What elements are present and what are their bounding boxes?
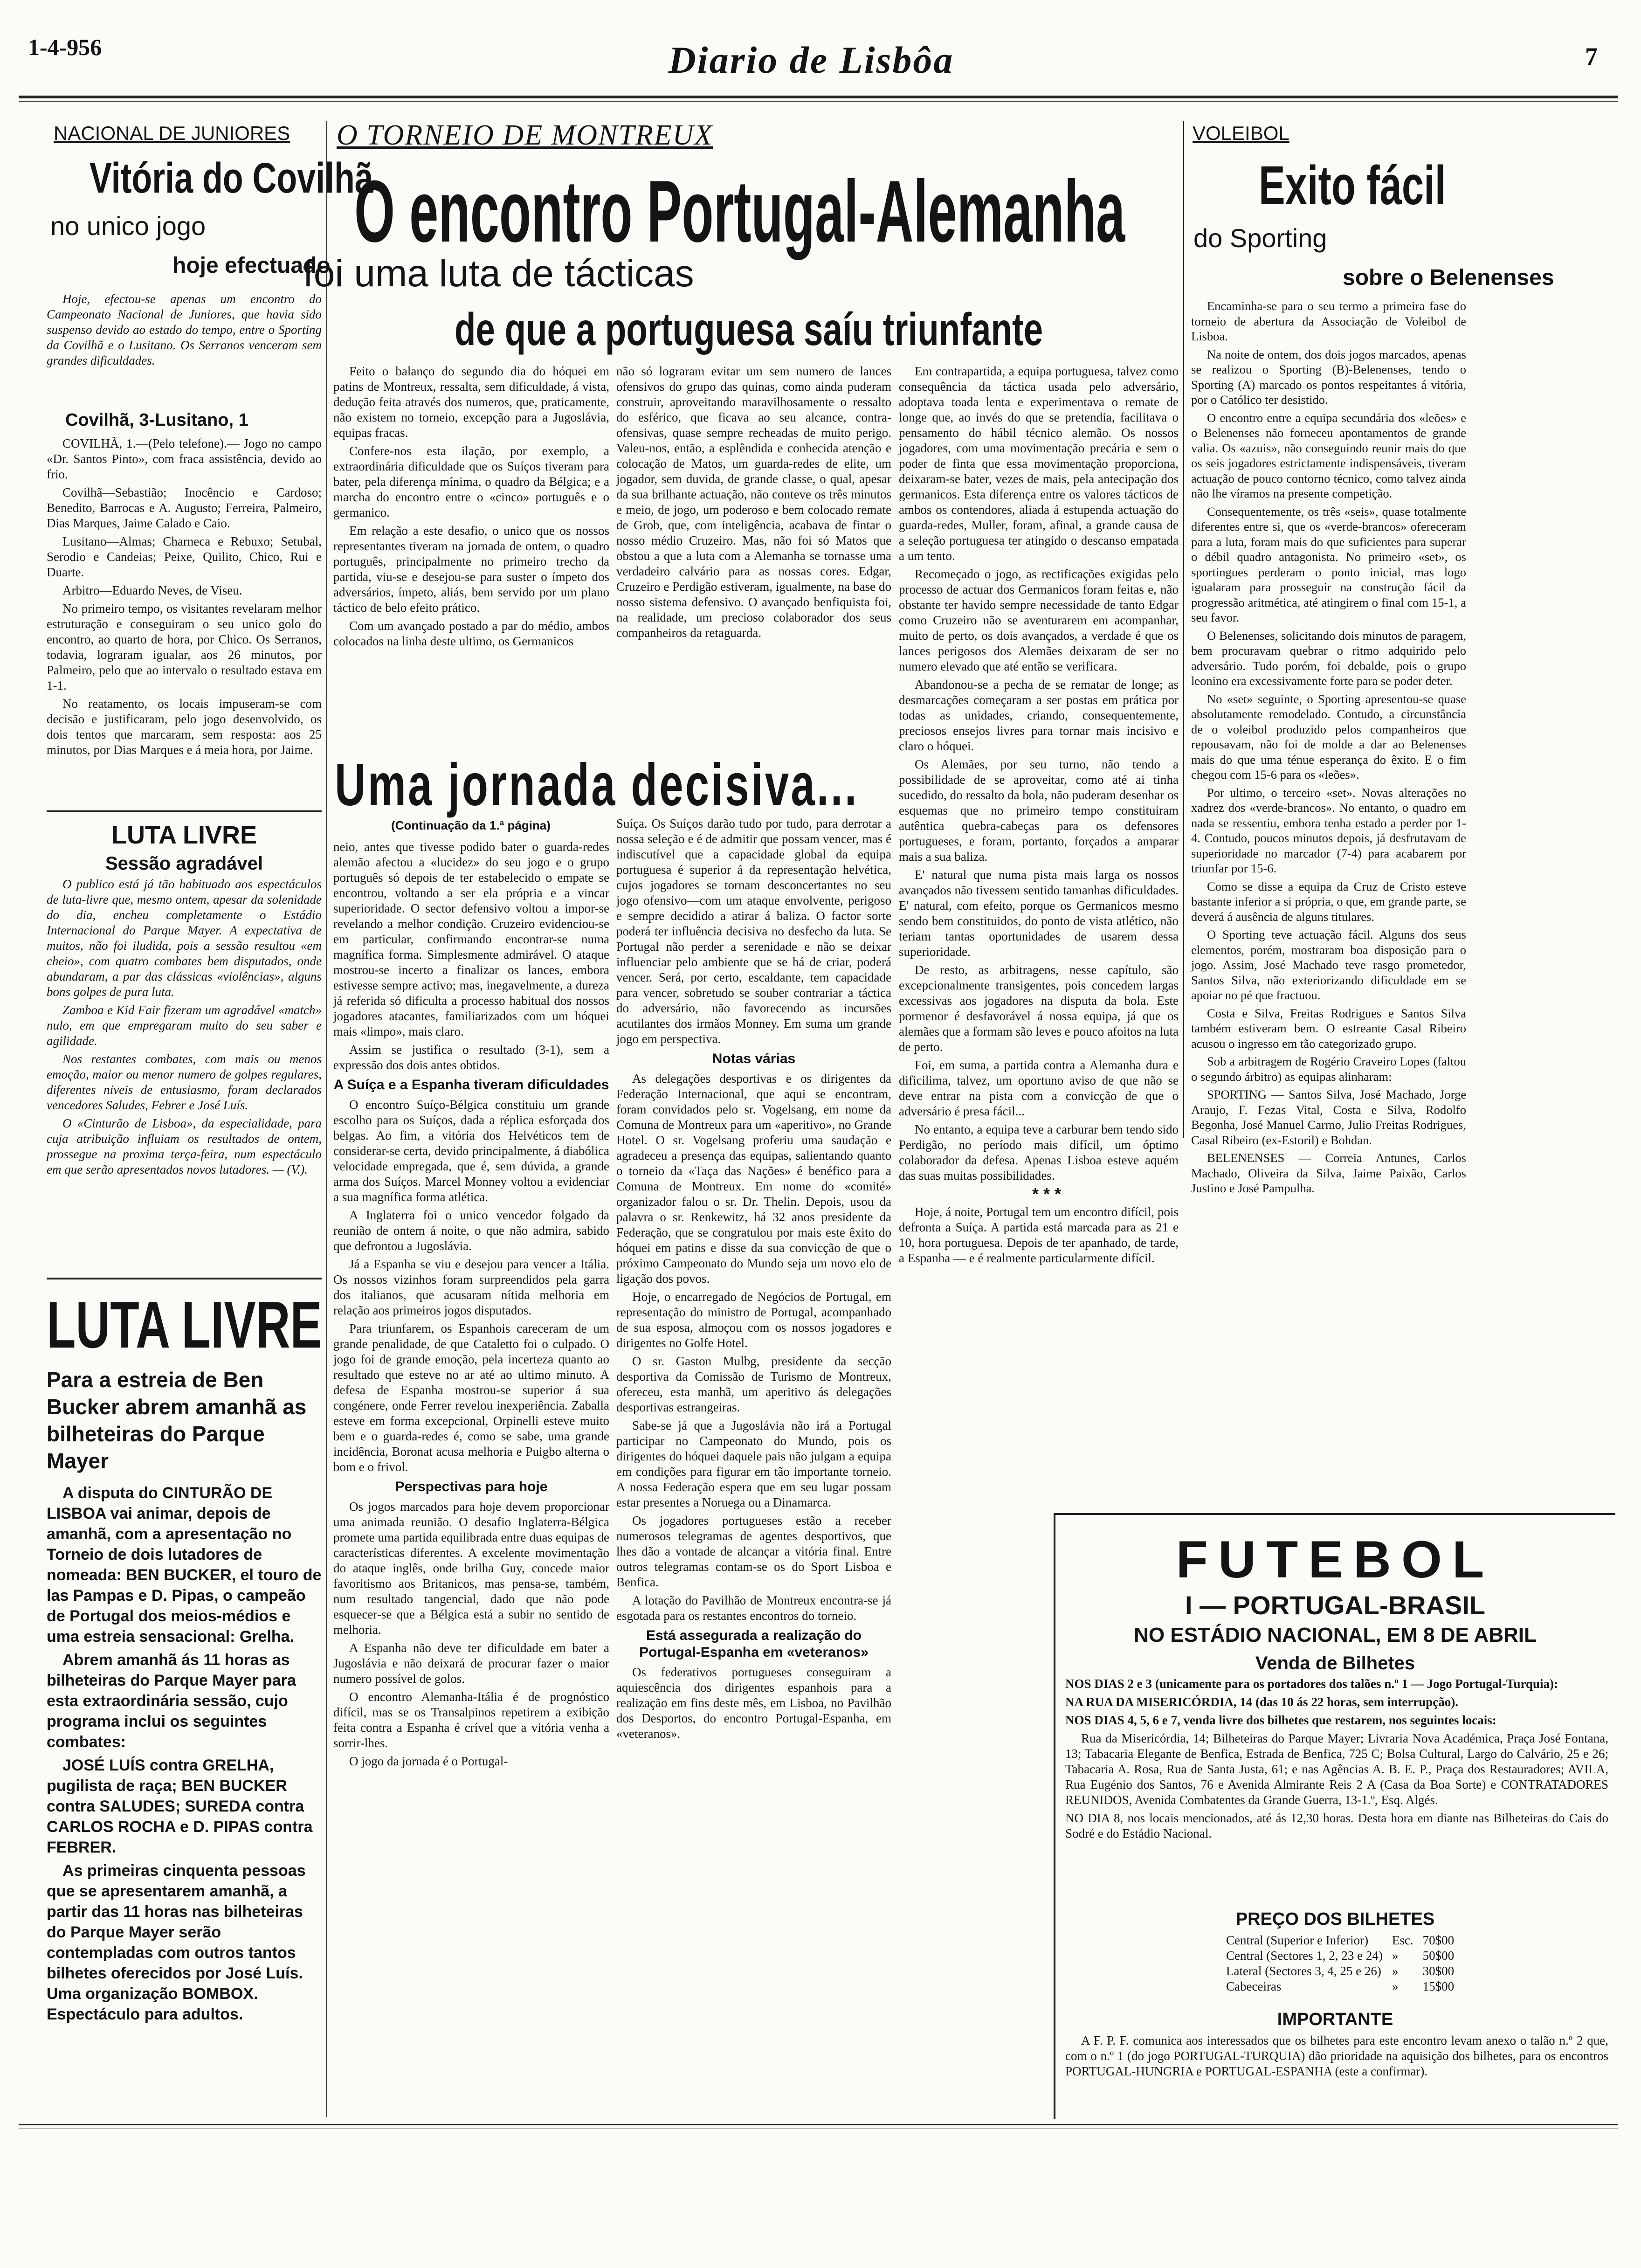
montreux-kicker: O TORNEIO DE MONTREUX	[337, 119, 713, 151]
montreux-subheadline: foi uma luta de tácticas	[303, 252, 694, 295]
futebol-sales-info: NOS DIAS 2 e 3 (unicamente para os portadores dos talões n.º 1 — Jogo Portugal-Turquia): NA RUA DA MISERICÓRDIA, 14 (das 10 ás 22 horas, sem interrupção). NOS DIAS 4, 5, 6 e 7, venda livre dos bilhetes que restarem, nos seguintes locais: Rua da Misericórdia, 14; Bilheteiras do Parque Mayer; Livraria Nova Académica, Praça José Fontana, 13; Tabacaria Elegante de Benfica, Estrada de Benfica, 725 C; Bolsa Cultural, Largo do Calvário, 25 e 26; Tabacaria A. Rosa, Rua de Santa Justa, 61; e nas Agências A. B. E. P., Praça dos Restauradores; AVILA, Rua Eugénio dos Santos, 76 e Avenida Almirante Reis 2 A (Casa da Boa Sorte) e CONTRATADORES REUNIDOS, Avenida Combatentes da Grande Guerra, 13-1.º, Esq. Algés. NO DIA 8, nos locais mencionados, até ás 12,30 horas. Desta hora em diante nas Bilheteiras do Cais do Sodré e do Estádio Nacional.	[1065, 1677, 1608, 1840]
ticket-price-cur: Esc.	[1392, 1933, 1413, 1947]
ticket-price-row	[1221, 1948, 1459, 1964]
covilha-headline: Vitória do Covilhã	[90, 154, 373, 202]
futebol-venue: NO ESTÁDIO NACIONAL, EM 8 DE ABRIL	[1134, 1624, 1537, 1646]
ticket-prices-table	[1221, 1933, 1459, 1994]
notas-varias-subhead: Notas várias	[712, 1051, 796, 1066]
juniores-section-label: NACIONAL DE JUNIORES	[54, 122, 290, 144]
luta-livre-subtitle: Sessão agradável	[105, 853, 263, 874]
ticket-price-label: Central (Superior e Inferior)	[1226, 1933, 1369, 1947]
ticket-price-val: 70$00	[1422, 1933, 1455, 1947]
column-divider-left-2	[47, 1278, 322, 1279]
importante-notice: A F. P. F. comunica aos interessados que os bilhetes para este encontro levam anexo o talão n.º 2 que, com o n.º 1 (do jogo PORTUGAL-TURQUIA) dão prioridade na aquisição dos bilhetes, para os encontros PORTUGAL-HUNGRIA e PORTUGAL-ESPANHA (este a confirmar).	[1065, 2033, 1608, 2078]
ticket-price-cur: »	[1392, 1949, 1399, 1963]
covilha-subhead: no unico jogo	[50, 211, 206, 241]
voleibol-report: Encaminha-se para o seu termo a primeira fase do torneio de abertura da Associação de Voleibol de Lisboa. Na noite de ontem, dos dois jogos marcados, apenas se realizou o Sporting (B)-Belenenses, tendo o Sporting (A) marcado os pontos respeitantes á vitória, por o Católico ter desistido. O encontro entre a equipa secundária dos «leões» e o Belenenses não forneceu apontamentos de grande valia. Os «azuis», não conseguindo reunir mais do que os seis jogadores estrictamente indispensáveis, tiveram actuação de pouco contorno técnico, como talvez ainda não lhe víramos na presente competição. Consequentemente, os três «seis», quase totalmente diferentes entre si, que os «verde-brancos» ofereceram para a luta, foram mais do que suficientes para superar o débil quadro antagonista. No primeiro «set», os sportingues perderam o ponto inicial, mas logo igualaram para prosseguir na construção fácil da progressão aritmética, até atingirem o final com 15-1, a seu favor. O Belenenses, solicitando dois minutos de paragem, bem procuravam quebrar o ritmo adquirido pelo adversário. Tudo porém, foi debalde, pois o grupo leonino era excessivamente forte para se poder deter. No «set» seguinte, o Sporting apresentou-se quase absolutamente remodelado. Contudo, a circunstância de o voleibol produzido pelos companheiros que repousavam, não foi de molde a dar ao Belenenses mais do que uma ténue esperança do êxito. E o fim chegou com 15-6 para os «leões». Por ultimo, o terceiro «set». Novas alterações no xadrez dos «verde-brancos». No entanto, o quadro em nada se ressentiu, embora tenha estado a perder por 1-4. Contudo, poucos minutos depois, já desfrutavam de superioridade no marcador (7-4) para acabarem por triunfar por 15-6. Como se disse a equipa da Cruz de Cristo esteve bastante inferior a si própria, o que, em grande parte, se deverá á ausência de alguns titulares. O Sporting teve actuação fácil. Alguns dos seus elementos, porém, mostraram boa disposição para o jogo. Assim, José Machado teve rasgo prometedor, Santos Silva, não exteriorizando dificuldade em se apoiar no pé que fractuou. Costa e Silva, Freitas Rodrigues e Santos Silva também estiveram bem. O estreante Casal Ribeiro acusou o ingresso em tão categorizado grupo. Sob a arbitragem de Rogério Craveiro Lopes (faltou o segundo árbitro) as equipas alinharam: SPORTING — Santos Silva, José Machado, Jorge Araujo, F. Fezas Vital, Costa e Silva, Rodolfo Begonha, José Manuel Carmo, Julio Freitas Rodrigues, Casal Ribeiro (ex-Estoril) e Bohdan. BELENENSES — Correia Antunes, Carlos Machado, Oliveira da Silva, Jaime Paixão, Carlos Justino e José Pampulha.	[1191, 299, 1466, 1195]
montreux-col-c: Em contrapartida, a equipa portuguesa, talvez como consequência da táctica usada pelo adversário, adoptava toada lenta e experimentava o remate de longe que, ao invés do que se pretendia, facilitava o pensamento do hábil técnico alemão. Os nossos jogadores, com uma movimentação precária e sem o poder de finta que essa movimentação proporciona, deixaram-se bater, vezes de mais, pela antecipação dos germanicos. Esta diferença entre os valores tácticos de ambos os contendores, aliada á estupenda actuação do guarda-redes, Muller, foram, afinal, a grande causa de a seleção portuguesa ter atingido o descanso empatada a um tento. Recomeçado o jogo, as rectificações exigidas pelo processo de actuar dos Germanicos foram feitas e, não obstante ter havido sempre necessidade de tanto Edgar como Cruzeiro não se aventurarem em acompanhar, muito de perto, os dois avançados, a verdade é que os lances perigosos dos Alemães deixaram de ser no numero elevado que até então se verificara. Abandonou-se a pecha de se rematar de longe; as desmarcações começaram a ser postas em prática por todas as unidades, criando, consequentemente, preciosos ensejos livres para tornar mais incisivo e claro o hóquei. Os Alemães, por seu turno, não tendo a possibilidade de se aproveitar, como até ai tinha sucedido, do ressalto da bola, não puderam desenhar os esquemas que no primeiro tempo constituiram autêntica quebra-cabeças para os defensores portugueses, e foram, portanto, forçados a amparar mais a sua baliza. E' natural que numa pista mais larga os nossos avançados não tivessem sentido tamanhas dificuldades. E' natural, com efeito, porque os Germanicos mesmo sendo bem constituidos, do ponto de vista atlético, não teriam tantas oportunidades de usarem dessa superioridade. De resto, as arbitragens, nesse capítulo, são excepcionalmente transigentes, pois concedem largas excessivas aos jogadores na disputa da bola. Este pormenor é desfavorável á nossa equipa, já que os alemães que a formam são leves e pouco afoitos na luta de perto. Foi, em suma, a partida contra a Alemanha dura e dificilima, talvez, um oportuno aviso de que não se deve entrar na pista com a convicção de que o adversário é presa fácil... No entanto, a equipa teve a carburar bem tendo sido Perdigão, no período mais difícil, um óptimo colaborador da defesa. Apenas Lisboa esteve aquém das suas muitas possibilidades. * * * Hoje, á noite, Portugal tem um encontro difícil, pois defronta a Suíça. A partida está marcada para as 21 e 10, hora portuguesa. Depois de ter apanhado, de tarde, a Espanha — e é realmente particularmente difícil.	[899, 364, 1179, 1265]
voleibol-subhead-2: sobre o Belenenses	[1343, 265, 1554, 290]
ticket-price-cur: »	[1392, 1979, 1399, 1993]
page-bottom-rule	[19, 2124, 1618, 2125]
montreux-col-b: não só lograram evitar um sem numero de lances ofensivos do grupo das quinas, como ainda puderam construir, aproveitando maravilhosamente o ressalto do esférico, que ficava ao seu alcance, contra-ofensivas, quase sempre recheadas de muito perigo. Valeu-nos, então, a esplêndida e conhecida atenção e colocação de Matos, um guarda-redes de elite, um jogador, sem duvida, de grande classe, o qual, apesar da sua brilhante actuação, não conteve os três minutos e meio, de jogo, um poderoso e bem colocado remate de Grob, que, com inteligência, acabava de fintar o nosso médio Cruzeiro. Mas, não foi só Matos que obstou a que a luta com a Alemanha se tornasse uma verdadeiro calvário para as nossas cores. Edgar, Cruzeiro e Perdigão estiveram, igualmente, na base do nosso sistema defensivo. O avançado benfiquista foi, na realidade, um precioso colaborador dos seus companheiros da retaguarda.	[616, 364, 891, 640]
ticket-price-val: 50$00	[1422, 1949, 1455, 1963]
luta-livre-title: LUTA LIVRE	[111, 821, 257, 849]
jornada-col-a: neio, antes que tivesse podido bater o guarda-redes alemão afectou a «lucidez» do seu jogo e o grupo português só depois de ter estabelecido o empate se encontrou, voltando a ser ela própria e a vincar superioridade. O sector defensivo voltou a impor-se revelando a melhor condição. Cruzeiro evidenciou-se em particular, confirmando encontrar-se numa magnífica forma. Simplesmente admirável. O ataque mostrou-se incerto a finalizar os lances, embora estivesse sempre activo; mas, inegavelmente, a dureza já referida só dificulta a processo habitual dos nossos jogadores atacantes, familiarizados com um hóquei mais «limpo», mais claro. Assim se justifica o resultado (3-1), sem a expressão dos dois antes obtidos. A Suíça e a Espanha tiveram dificuldades O encontro Suíço-Bélgica constituiu um grande escolho para os Suíços, dada a réplica esforçada dos belgas. Ao fim, a vitória dos Helvéticos tem de considerar-se certa, devido principalmente, á diabólica velocidade empregada, que é, sem dúvida, a grande arma dos Suíços. Marcel Monney voltou a evidenciar a sua magnífica forma atlética. A Inglaterra foi o unico vencedor folgado da reunião de ontem á noite, o que não admira, sabido que defrontou a Jugoslávia. Já a Espanha se viu e desejou para vencer a Itália. Os nossos vizinhos foram surpreendidos pela garra dos italianos, que acusaram nítida melhoria em relação aos primeiros jogos disputados. Para triunfarem, os Espanhois careceram de um grande penalidade, de que Cataletto foi o culpado. O jogo foi de grande emoção, pela incerteza quanto ao resultado que esteve no ar até ao ultimo minuto. A defesa de Espanha mostrou-se superior á sua congénere, onde Ferrer revelou inexperiência. Zaballa esteve em forma excepcional, Orpinelli esteve muito bem e o guarda-redes é, como se sabe, uma grande incidência, Boronat acusa melhoria e Puigbo alterna o bom e o frivol. Perspectivas para hoje Os jogos marcados para hoje devem proporcionar uma animada reunião. O desafio Inglaterra-Bélgica promete uma partida equilibrada entre duas equipas de características diferentes. A excelente movimentação do ataque inglês, onde brilha Guy, concede maior favoritismo aos Britanicos, mas pensa-se, também, num resultado tangencial, dado que não pode esquecer-se que a Bélgica está a subir no sentido de melhoria. A Espanha não deve ter dificuldade em bater a Jugoslávia e não deixará de procurar fazer o maior numero possível de golos. O encontro Alemanha-Itália é de prognóstico difícil, mas se os Transalpinos repetirem a exibição feita contra a Espanha é crível que a vitória venha a sorrir-lhes. O jogo da jornada é o Portugal-	[333, 840, 609, 1768]
ticket-price-val: 30$00	[1422, 1964, 1455, 1978]
veteranos-subhead: Está assegurada a realização do Portugal-Espanha em «veteranos»	[639, 1628, 869, 1660]
voleibol-subhead: do Sporting	[1193, 223, 1327, 253]
jornada-subhead-perspectivas: Perspectivas para hoje	[395, 1479, 548, 1494]
masthead-rule-thin	[19, 101, 1618, 102]
ticket-price-label: Lateral (Sectores 3, 4, 25 e 26)	[1226, 1964, 1381, 1978]
montreux-subheadline-2: de que a portuguesa saíu triunfante	[455, 304, 1043, 355]
jornada-subhead-suica: A Suíça e a Espanha tiveram dificuldades	[333, 1077, 609, 1093]
ticket-price-row	[1221, 1979, 1459, 1994]
covilha-score: Covilhã, 3-Lusitano, 1	[65, 410, 248, 430]
montreux-headline: O encontro Portugal-Alemanha	[354, 162, 1125, 260]
covilha-report: COVILHÃ, 1.—(Pelo telefone).— Jogo no campo «Dr. Santos Pinto», com fraca assistência, devido ao frio. Covilhã—Sebastião; Inocêncio e Cardoso; Benedito, Barrocas e A. Augusto; Ferreira, Palmeiro, Dias Marques, Jaime Calado e Caio. Lusitano—Almas; Charneca e Rebuxo; Setubal, Serodio e Candeias; Peixe, Quilito, Chico, Rui e Duarte. Arbitro—Eduardo Neves, de Viseu. No primeiro tempo, os visitantes revelaram melhor estruturação e conseguiram o seu unico golo do encontro, ao quarto de hora, por Chico. Os Serranos, todavia, lograram igualar, aos 26 minutos, por Palmeiro, pelo que ao intervalo o resultado estava em 1-1. No reatamento, os locais impuseram-se com decisão e justificaram, pelo jogo desenvolvido, os dois tentos que marcaram, sem resposta: aos 25 minutos, por Dias Marques e á meia hora, por Jaime.	[47, 436, 322, 757]
luta-livre-ad-body: A disputa do CINTURÃO DE LISBOA vai animar, depois de amanhã, com a apresentação no Torneio de dois lutadores de nomeada: BEN BUCKER, el touro de las Pampas e D. Pipas, o campeão de Portugal dos meios-médios e uma estreia sensacional: Grelha. Abrem amanhã ás 11 horas as bilheteiras do Parque Mayer para esta extraordinária sessão, cujo programa inclui os seguintes combates: JOSÉ LUÍS contra GRELHA, pugilista de raça; BEN BUCKER contra SALUDES; SUREDA contra CARLOS ROCHA e D. PIPAS contra FEBRER. As primeiras cinquenta pessoas que se apresentarem amanhã, a partir das 11 horas nas bilheteiras do Parque Mayer serão contempladas com outros tantos bilhetes oferecidos por José Luís. Uma organização BOMBOX. Espectáculo para adultos.	[47, 1484, 322, 2023]
jornada-col-b: Suíça. Os Suíços darão tudo por tudo, para derrotar a nossa seleção e é de admitir que possam vencer, mas é indiscutível que a capacidade global da equipa portuguesa é superior á da representação helvética, cujos jogadores se tornam desconcertantes no seu jogo ofensivo—com um ataque envolvente, perigoso e sempre decidido a atirar á baliza. O factor sorte poderá ter influência decisiva no desfecho da luta. Se Portugal não perder a serenidade e não se deixar influenciar pelo ambiente que se há de criar, poderá vencer. Será, por certo, escaldante, tem capacidade para vencer, sobretudo se souber contrariar a táctica do adversário, não favorecendo as incursões acutilantes dos irmãos Monney. Em suma um grande jogo em perspectiva. Notas várias As delegações desportivas e os dirigentes da Federação Internacional, que aqui se encontram, foram convidados pelo sr. Vogelsang, em nome da Comuna de Montreux para um «aperitivo», no Grande Hotel. O sr. Vogelsang proferiu uma saudação e agradeceu a presença das equipas, salientando quanto o torneio da «Taça das Nações» é benéfico para a Comuna de Montreux. Em nome do «comité» organizador falou o sr. Dr. Thelin. Depois, usou da palavra o sr. Renkewitz, há 32 anos presidente da Federação, que se congratulou por mais este êxito do hóquei em patins e disse da sua convicção de que o próximo Campeonato do Mundo seja um novo elo de ligação dos povos. Hoje, o encarregado de Negócios de Portugal, em representação do ministro de Portugal, acompanhado de sua esposa, almoçou com os nossos jogadores e dirigentes no Golfe Hotel. O sr. Gaston Mulbg, presidente da secção desportiva da Comissão de Turismo de Montreux, ofereceu, esta manhã, um aperitivo ás delegações desportivas estrangeiras. Sabe-se já que a Jugoslávia não irá a Portugal participar no Campeonato do Mundo, pois os dirigentes do hóquei daquele pais não julgam a equipa em condições para figurar em tão importante torneio. A nossa Federação espera que em seu lugar possam estar presentes a Noruega ou a Dinamarca. Os jogadores portugueses estão a receber numerosos telegramas de agentes desportivos, que lhes dão a vontade de alcançar a vitória final. Entre outros telegramas contam-se os do Sport Lisboa e Benfica. A lotação do Pavilhão de Montreux encontra-se já esgotada para os restantes encontros do torneio. Está assegurada a realização do Portugal-Espanha em «veteranos» Os federativos portugueses conseguiram a aquiescência dos dirigentes espanhois para a realização em fins deste mês, em Lisboa, no Pavilhão dos Desportos, do encontro Portugal-Espanha, em «veteranos».	[616, 816, 891, 1741]
jornada-continuation: (Continuação da 1.ª página)	[391, 818, 551, 832]
importante-title: IMPORTANTE	[1277, 2010, 1393, 2029]
masthead-rule	[19, 96, 1618, 98]
column-rule-1	[326, 121, 327, 2117]
ticket-price-row	[1221, 1933, 1459, 1948]
covilha-intro: Hoje, efectou-se apenas um encontro do Campeonato Nacional de Juniores, que havia sido suspenso devido ao estado do tempo, entre o Sporting da Covilhã e o Lusitano. Os Serranos venceram sem grandes dificuldades.	[47, 292, 322, 367]
column-divider-left	[47, 810, 322, 812]
voleibol-headline: Exito fácil	[1259, 155, 1446, 216]
futebol-match: I — PORTUGAL-BRASIL	[1185, 1590, 1485, 1620]
column-rule-2	[1183, 121, 1184, 1138]
ticket-price-cur: »	[1392, 1964, 1399, 1978]
newspaper-title: Diario de Lisbôa	[668, 39, 954, 81]
futebol-ticket-sale: Venda de Bilhetes	[1255, 1653, 1415, 1673]
ticket-price-label: Cabeceiras	[1226, 1979, 1282, 1993]
ticket-price-label: Central (Sectores 1, 2, 23 e 24)	[1226, 1949, 1383, 1963]
luta-livre-report: O publico está já tão habituado aos espectáculos de luta-livre que, mesmo ontem, apesar da solenidade do dia, encheu completamente o Estádio Internacional do Parque Mayer. A expectativa de muitos, não foi iludida, pois a sessão resultou «em cheio», com quatro combates bem disputados, onde abundaram, a par das clássicas «violências», alguns bons golpes de pura luta. Zamboa e Kid Fair fizeram um agradável «match» nulo, em que empregaram muito do seu saber e agilidade. Nos restantes combates, com mais ou menos emoção, maior ou menor numero de golpes regulares, diferentes niveis de entusiasmo, foram declarados vencedores Saludes, Febrer e José Luís. O «Cinturão de Lisboa», da especialidade, para cuja atribuição influiam os resultados de ontem, prossegue na proxima terça-feira, num espectáculo em que serão apresentados novos lutadores. — (V.).	[47, 877, 322, 1176]
page-date: 1-4-956	[28, 34, 102, 60]
futebol-title: FUTEBOL	[1176, 1530, 1495, 1589]
luta-livre-ad-subtitle: Para a estreia de Ben Bucker abrem amanhã as bilheteiras do Parque Mayer	[47, 1368, 307, 1473]
montreux-col-a: Feito o balanço do segundo dia do hóquei em patins de Montreux, ressalta, sem dificuldade, á vista, dedução feita através dos numeros, que, praticamente, não existem no torneio, excepção para a Jugoslávia, equipas fracas. Confere-nos esta ilação, por exemplo, a extraordinária dificuldade que os Suíços tiveram para bater, pela diferença mínima, o quadro da Bélgica; e a marcha do encontro entre o «cinco» português e o germanico. Em relação a este desafio, o unico que os nossos representantes tiveram na jornada de ontem, o quadro português, principalmente no primeiro trecho da partida, viu-se e desejou-se para suster o ímpeto dos adversários, ímpeto, aliás, bem servido por um plano táctico de belo efeito prático. Com um avançado postado a par do médio, ambos colocados na linha deste ultimo, os Germanicos	[333, 364, 609, 648]
luta-livre-ad-title: LUTA LIVRE	[47, 1288, 322, 1362]
voleibol-section-label: VOLEIBOL	[1193, 122, 1289, 144]
ticket-price-val: 15$00	[1422, 1979, 1455, 1993]
jornada-headline: Uma jornada decisiva...	[335, 752, 859, 818]
covilha-subhead-2: hoje efectuado	[172, 253, 331, 278]
page-number: 7	[1585, 42, 1598, 70]
futebol-box-top	[1054, 1513, 1615, 1515]
ticket-price-row	[1221, 1964, 1459, 1979]
ticket-prices-title: PREÇO DOS BILHETES	[1235, 1909, 1435, 1929]
